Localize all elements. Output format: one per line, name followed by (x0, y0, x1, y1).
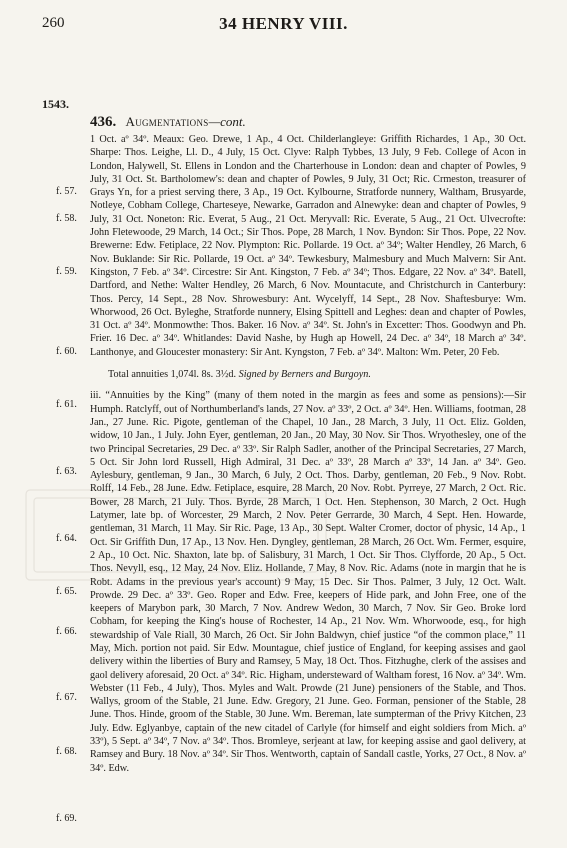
entry-continued: —cont. (208, 114, 246, 129)
folio-note: f. 69. (56, 813, 77, 824)
folio-note: f. 63. (56, 466, 77, 477)
folio-note: f. 65. (56, 586, 77, 597)
folio-note: f. 61. (56, 399, 77, 410)
folio-note: f. 58. (56, 213, 77, 224)
entry-title: Augmentations (125, 114, 209, 129)
folio-note: f. 59. (56, 266, 77, 277)
entry-number: 436. (90, 114, 117, 130)
folio-note: f. 67. (56, 692, 77, 703)
signature-note: Signed by Berners and Burgoyn. (238, 369, 371, 381)
folio-note: f. 66. (56, 626, 77, 637)
total-amount: Total annuities 1,074l. 8s. 3½d. (108, 369, 237, 381)
paragraph-ii-continued: 1 Oct. aº 34º. Meaux: Geo. Drewe, 1 Ap., 4 Oct. Childerlangleye: Griffith Richardes, 1 Ap., 30 Oct. Sharpe: Thos. Leighe, Ll. D., 4 July, 15 Oct. Clyve: Ralph Tybbes, 13 July, 9 Feb. College of Acon in London, Halywell, St. Ellens in London and the Charterhouse in London: dean and chapter of Powles, 9 July, 31 Oct. St. Bartholomew's: dean and chapter of Powles, 9 July, 31 Oct; Ric. Crmeston, treasurer of Grays Yn, for a priest serving there, 3 Ap., 19 Oct. Kylbourne, Stratforde nunnery, Waltham, Brusyarde, Notleye, Cobham College, Charteseye, Newarke, Garradon and Alnewyke: dean and chapter of Powles, 9 July, 31 Oct. Noneton: Ric. Everat, 5 Aug., 21 Oct. Meryvall: Ric. Everate, 5 Aug., 21 Oct. Ulvecrofte: John Fletewoode, 29 March, 14 Oct.; Sir Thos. Pope, 28 March, 1 Nov. Byndon: Sir Thos. Pope, 22 Nov. Brewerne: Edw. Fetiplace, 22 Nov. Plympton: Ric. Pollarde. 19 Oct. aº 34º; Walter Hendley, 26 March, 6 Nov. Buklande: Sir Ric. Pollarde, 19 Oct. aº 34º. Tewkesbury, Malmesbury and Much Malvern: Sir Ant. Kingston, 7 Feb. aº 34º. Circestre: Sir Ant. Kingston, 7 Feb. aº 34º; Thos. Edgare, 22 Nov. aº 34º. Batell, Dartford, and Nethe: Walter Hendley, 26 March, 6 Nov. Mountacute, and Christchurch in Canterbury: Thos. Percy, 14 Sept., 28 Nov. Shrowesbury: Ant. Wycelyff, 14 Sept., 28 Nov. Shaftesburye: Wm. Whorwood, 26 Oct. Byleghe, Stratforde nunnery, Elsing Spittell and Leghes: dean and chapter of Powles, 31 Oct. aº 34º. Monmowthe: Thos. Baker. 16 Nov. aº 34º. St. John's in Excetter: Thos. Goodwyn and Ph. Frier. 16 Dec. aº 34º. Whitlandes: David Nashe, by Hugh ap Howell, 24 Dec. aº 34º, 18 March aº 34º. Lanthonye, and Gloucester monastery: Sir Ant. Kyngston, 7 Feb. aº 34º. Malton: Wm. Peter, 20 Feb. (90, 134, 526, 358)
folio-note: f. 60. (56, 346, 77, 357)
folio-note: f. 68. (56, 746, 77, 757)
page-number: 260 (42, 15, 65, 31)
folio-note: f. 57. (56, 186, 77, 197)
year-heading: 1543. (42, 97, 69, 111)
folio-note: f. 64. (56, 533, 77, 544)
running-title: 34 HENRY VIII. (219, 14, 348, 33)
paragraph-iii-annuities: iii. “Annuities by the King” (many of them noted in the margin as fees and some as pensions):—Sir Humph. Ratclyff, out of Northumberland's lands, 27 Nov. aº 33º, 2 Oct. aº 34º. Hen. Williams, footman, 28 Jan., 27 June. Ric. Pigote, gentleman of the Chapel, 10 Jan., 28 March, 3 July, 11 Oct. Eliz. Golden, widow, 10 Jan., 1 July. John Eyer, gentleman, 20 Jan., 20 May, 30 Nov. Sir Thos. Wryothesley, one of the two Principal Secretaries, 29 Dec. aº 33º. Sir Ralph Sadler, another of the Principal Secretaries, 27 March, 5 Oct. Sir John lord Russell, High Admiral, 31 Dec. aº 33º, 28 March aº 33º, 14 Jan. aº 34º. Geo. Aylesbury, gentleman, 9 Jan., 30 March, 6 July, 2 Oct. Thos. Darby, gentleman, 20 Feb., 9 Nov. Robt. Rolff, 14 Feb., 28 June. Edw. Fetiplace, esquire, 28 March, 20 Nov. Robt. Pyrreye, 27 March, 2 Oct. Ric. Bower, 28 March, 21 July. Thos. Byrde, 28 March, 1 Oct. Hen. Stephenson, 30 March, 2 Oct. Hugh Latymer, late bp. of Worcester, 29 March, 2 Nov. Peter Gerrarde, 30 March, 4 Sept. Hen. Howarde, gentleman, 31 March, 11 May. Sir Ric. Page, 13 Ap., 30 Sept. Walter Cromer, doctor of physic, 14 Ap., 1 Oct. Sir Griffith Dun, 17 Ap., 13 Nov. Hen. Dyngley, gentleman, 28 March, 26 Oct. Wm. Fermer, esquire, 2 Ap., 10 Oct. Nic. Shaxton, late bp. of Salisbury, 31 March, 1 Oct. Sir Thos. Clyfforde, 20 Ap., 5 Oct. Thos. Nevyll, esq., 12 May, 24 Nov. Eliz. Hollande, 7 May, 8 Nov. Ric. Adams (note in margin that he is Robt. Adams in the previous year's account) 9 May, 15 Dec. Sir Thos. Palmer, 3 July, 12 Oct. Walt. Prowde. 29 Dec. aº 33º. Geo. Roper and Edw. Free, keepers of Hide park, and John Free, one of the keepers of Marybon park, 30 March, 7 Nov. Andrew Wedon, 30 March, 7 Nov. Sir Geo. Broke lord Cobham, for keeping the King's house of Rochester, 14 Ap., 21 Nov. Wm. Whorwoode, esq., for high stewardship of Vale Riall, 30 March, 26 Oct. Sir John Baldwyn, chief justice “of the common place,” 11 May, Mich. portion not paid. Sir Edw. Mountague, chief justice of England, for keeping assises and gaol delivery within the liberties of Bury and Ramsey, 5 May, 18 Oct. Thos. Fitzhughe, clerk of the assises and gaol delivery aforesaid, 20 Oct. aº 34º. Ric. Higham, understeward of Waltham forest, 16 Nov. aº 34º. Wm. Webster (11 Feb., 4 July), Thos. Myles and Walt. Prowde (21 June) pensioners of the Stable, and Thos. Wallys, groom of the Stable, 21 June. Edw. Gregory, 21 June. Geo. Forman, pensioner of the Stable, 28 June. Thos. Hinde, groom of the Stable, 30 June. Wm. Bereman, late sumpterman of the Privy Kitchen, 23 July. Edw. Eglyanbye, captain of the new citadel of Carlyle (for himself and eight soldiers from Mich. aº 33º), 5 Sept. aº 34º, 7 Nov. aº 34º. Thos. Bromleye, serjeant at law, for keeping assise and gaol delivery, at Ramsey and Bury. 18 Nov. aº 34º. Sir Thos. Wentworth, captain of Sandall castle, Yorks, 27 Oct., 8 Nov. aº 34º. Edw. (90, 390, 526, 774)
entry-heading (90, 114, 246, 131)
document-body (90, 133, 526, 775)
total-annuities-line (90, 368, 526, 381)
